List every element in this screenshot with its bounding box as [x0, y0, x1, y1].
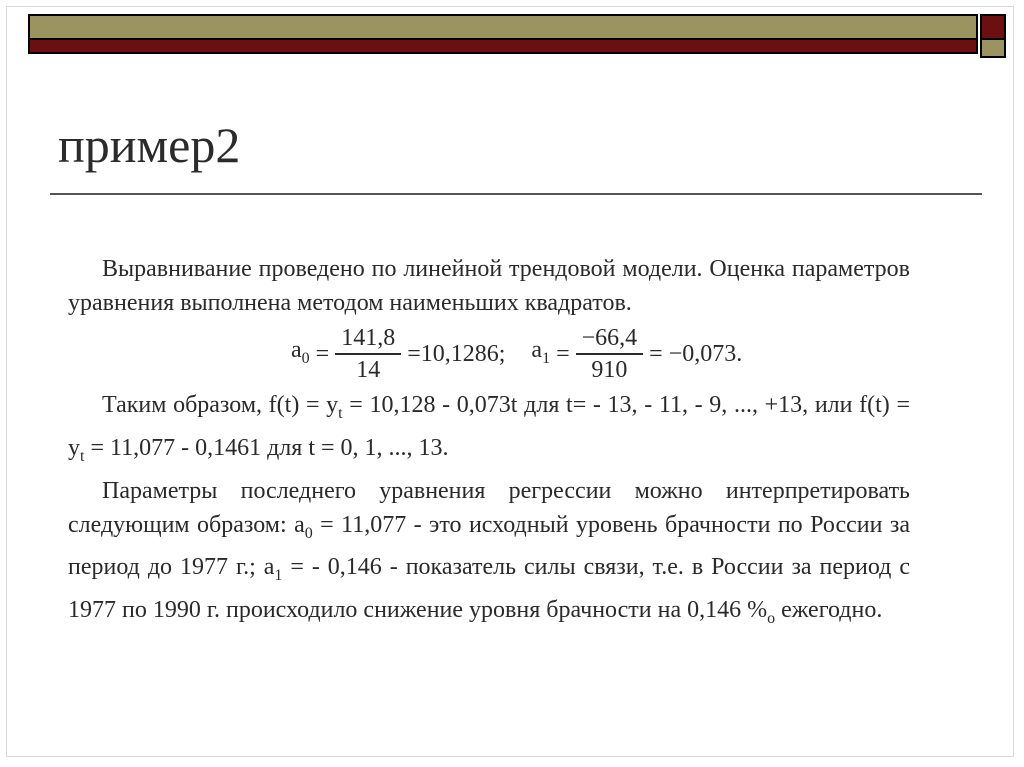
header-decorative-bar	[28, 14, 978, 54]
corner-maroon-square	[980, 14, 1006, 40]
corner-olive-square	[980, 40, 1006, 58]
paragraph-interpretation: Параметры последнего уравнения регрессии можно интерпретировать следующим образом: $a_0 = 11,077$ - это исходный уровень брачности по России за период до 1977 г.; $a_1$ = - 0,146 - показатель силы связи, т.е. в России за период с 1977 по 1990 г. происходило снижение уровня брачности на 0,146 $\%_o$ ежегодно.	[68, 477, 911, 627]
a0-denominator: 14	[356, 357, 381, 383]
a0-equals: =	[315, 341, 330, 367]
a0-result: =10,1286;	[407, 341, 506, 367]
a0-symbol: $a_0$	[291, 336, 310, 367]
header-olive-stripe	[30, 16, 976, 38]
a1-result: = −0,073.	[649, 341, 743, 367]
a1-denominator: 910	[591, 357, 628, 383]
a1-symbol: $a_1$	[531, 336, 551, 367]
paragraph-trend-equations: Таким образом, $f(t) = y_t = 10,128 - 0,073t$ для t= - 13, - 11, - 9, ..., +13, или $f(t) = y_t = 11,077 - 0,1461$ для t = 0, 1, ..., 13.	[68, 392, 910, 465]
slide-content	[68, 252, 910, 636]
title-underline	[50, 193, 982, 195]
a0-numerator: 141,8	[341, 325, 396, 351]
paragraph-intro: Выравнивание проведено по линейной трендовой модели. Оценка параметров уравнения выполнена методом наименьших квадратов.	[68, 256, 910, 316]
a1-numerator: −66,4	[581, 325, 638, 351]
a0-fraction	[335, 323, 401, 385]
formula-block	[68, 320, 910, 388]
a1-equals: =	[556, 341, 570, 367]
header-maroon-stripe	[30, 38, 976, 52]
slide-title: пример2	[58, 117, 241, 173]
a1-fraction	[576, 323, 644, 385]
